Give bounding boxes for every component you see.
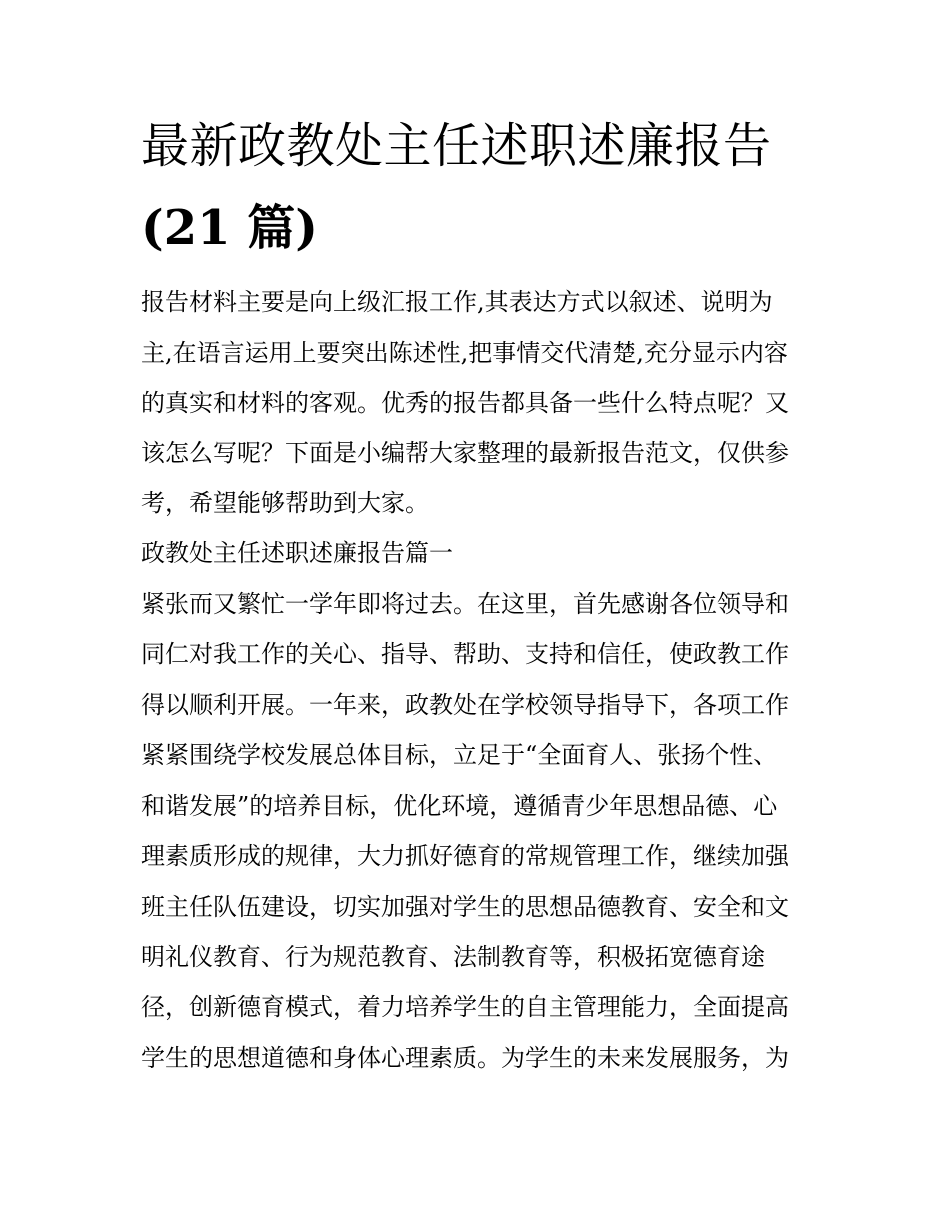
text-line: 该怎么写呢？下面是小编帮大家整理的最新报告范文，仅供参 [141, 439, 789, 467]
text-line: 班主任队伍建设，切实加强对学生的思想品德教育、安全和文 [141, 893, 789, 921]
section-heading: 政教处主任述职述廉报告篇一 [141, 539, 453, 567]
text-line: 得以顺利开展。一年来，政教处在学校领导指导下，各项工作 [141, 691, 789, 719]
text-line: 同仁对我工作的关心、指导、帮助、支持和信任，使政教工作 [141, 640, 789, 668]
text-line: 学生的思想道德和身体心理素质。为学生的未来发展服务，为 [141, 1044, 789, 1072]
text-line: 考，希望能够帮助到大家。 [141, 489, 429, 517]
text-line: 紧张而又繁忙一学年即将过去。在这里，首先感谢各位领导和 [141, 590, 789, 618]
text-line: 主,在语言运用上要突出陈述性,把事情交代清楚,充分显示内容 [141, 339, 788, 367]
text-line: 和谐发展”的培养目标，优化环境，遵循青少年思想品德、心 [141, 792, 778, 820]
document-title-line-1: 最新政教处主任述职述廉报告 [141, 118, 772, 174]
text-line: 径，创新德育模式，着力培养学生的自主管理能力，全面提高 [141, 993, 789, 1021]
document-title-line-2: (21 篇) [141, 200, 318, 256]
text-line: 明礼仪教育、行为规范教育、法制教育等，积极拓宽德育途 [141, 943, 765, 971]
text-line: 的真实和材料的客观。优秀的报告都具备一些什么特点呢？又 [141, 389, 789, 417]
text-line: 理素质形成的规律，大力抓好德育的常规管理工作，继续加强 [141, 842, 789, 870]
text-line: 紧紧围绕学校发展总体目标，立足于“全面育人、张扬个性、 [141, 741, 778, 769]
text-line: 报告材料主要是向上级汇报工作,其表达方式以叙述、说明为 [141, 288, 773, 316]
